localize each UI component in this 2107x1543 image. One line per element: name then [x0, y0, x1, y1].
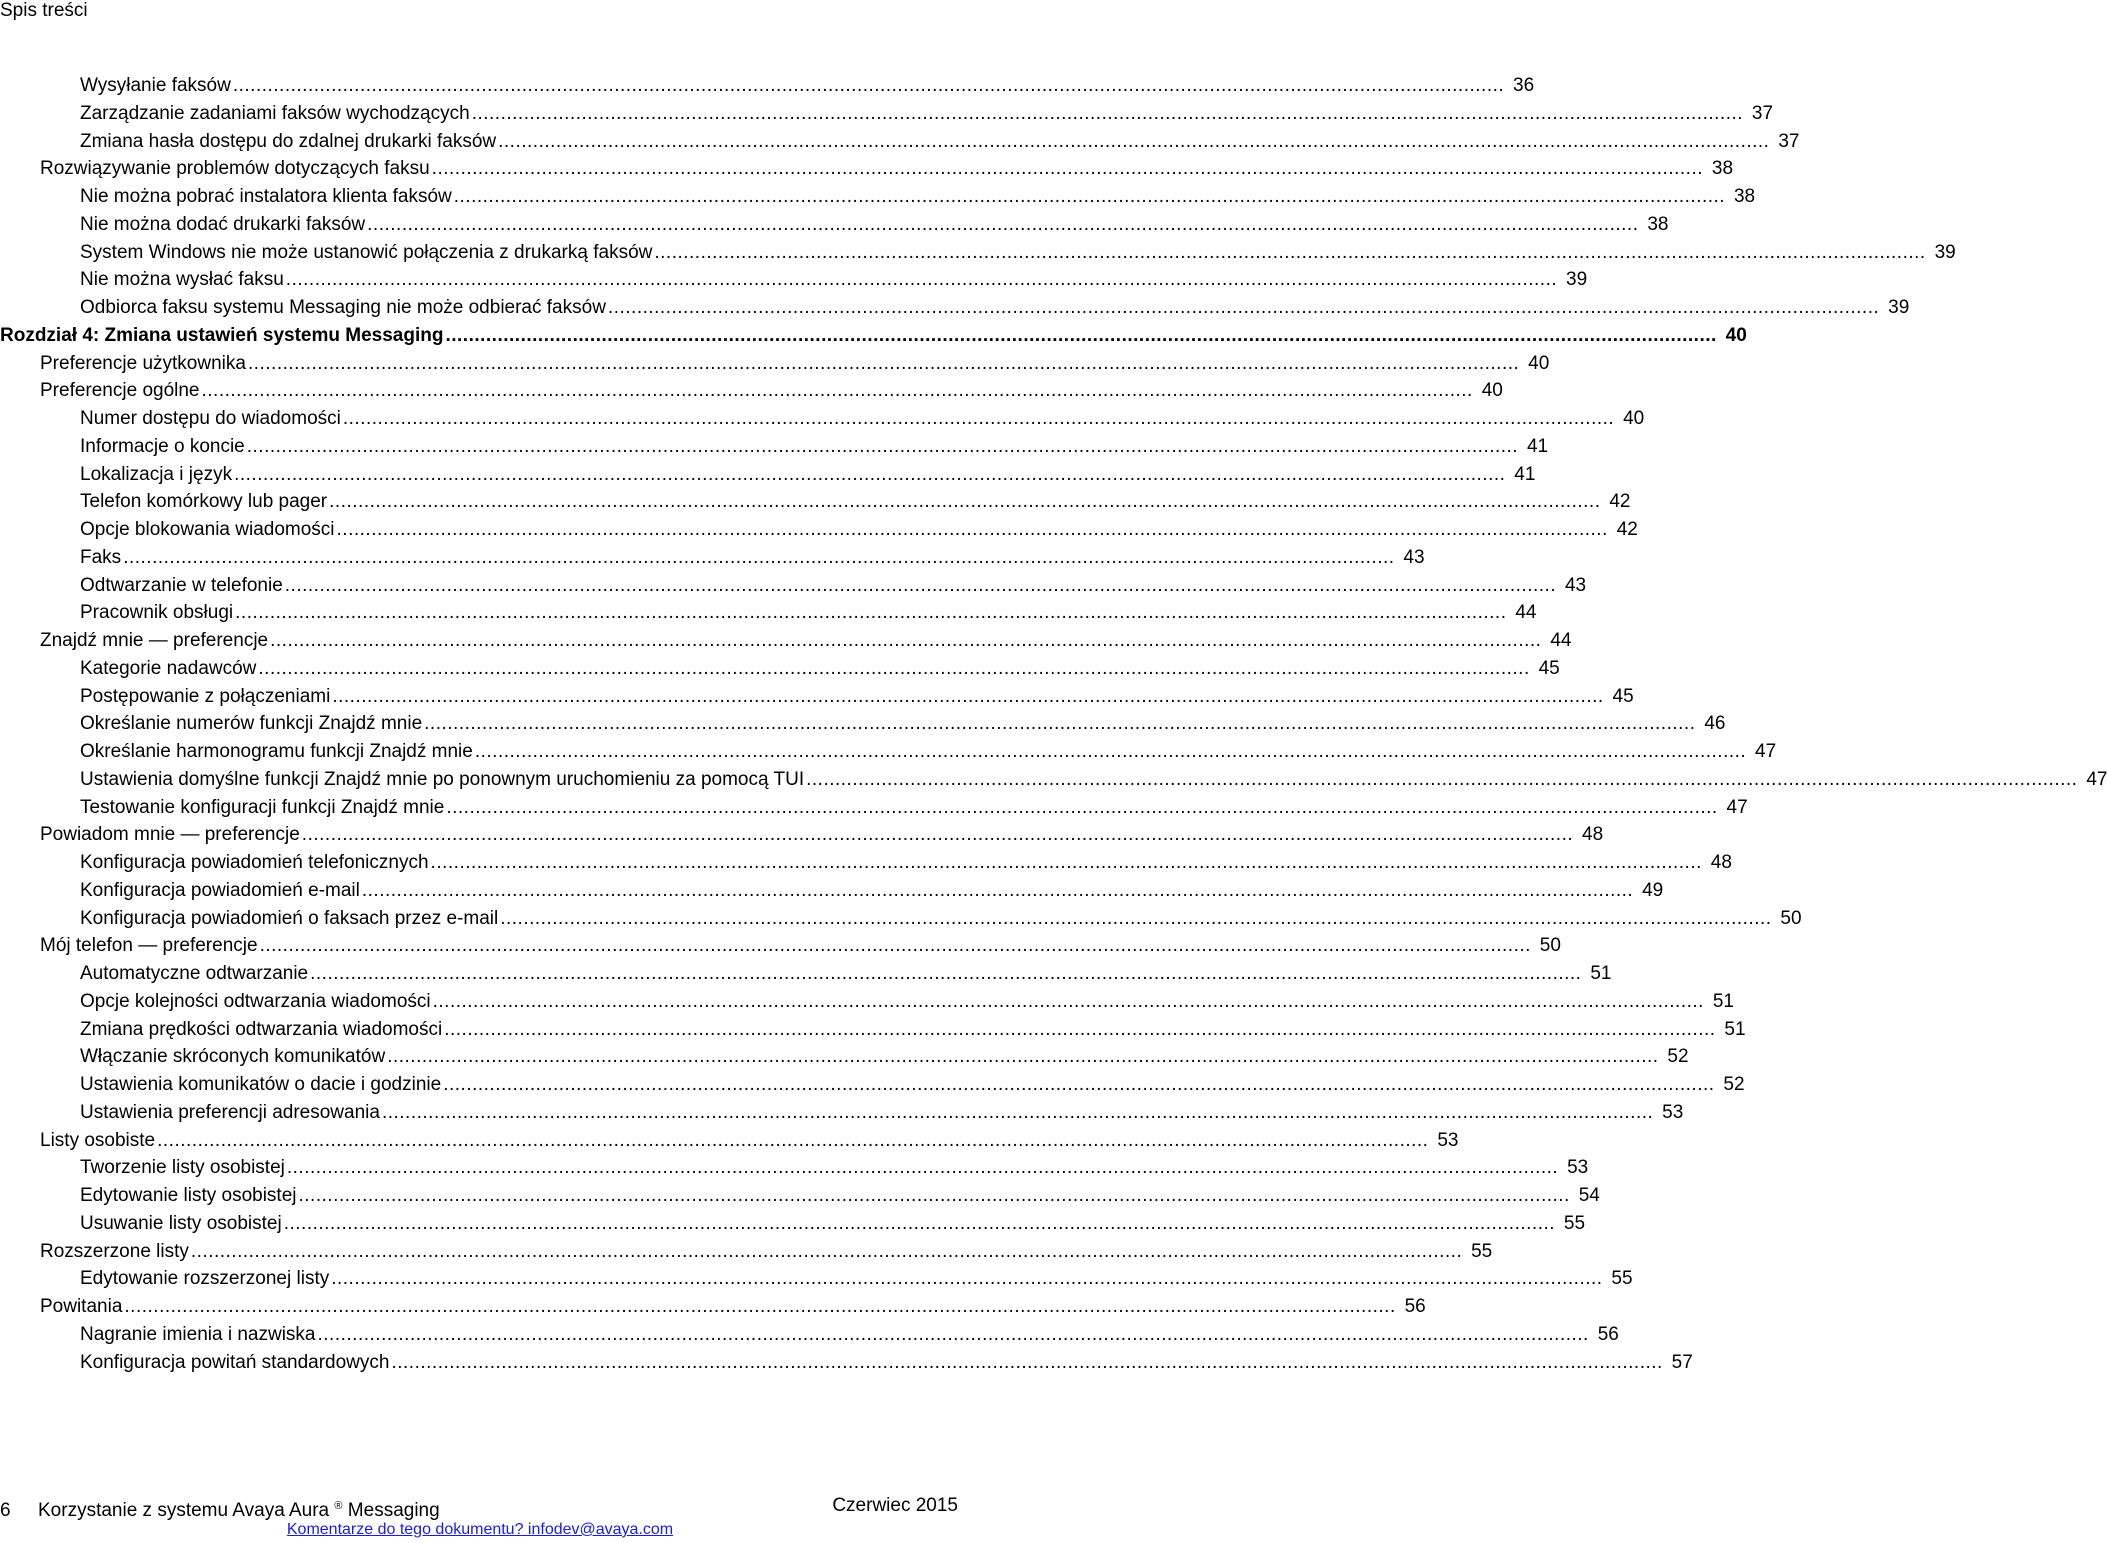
toc-dot-leader: ............................................................................................................................................................................................................................ [453, 186, 1726, 207]
toc-entry-page: 37 [1778, 131, 1800, 152]
toc-entry[interactable] [80, 1266, 1633, 1292]
toc-dot-leader: ............................................................................................................................................................................................................................ [445, 325, 1717, 346]
toc-entry-title: Znajdź mnie — preferencje [40, 630, 269, 651]
toc-entry-title: Ustawienia preferencji adresowania [80, 1102, 380, 1123]
toc-entry-title: System Windows nie może ustanowić połączenia z drukarką faksów [80, 242, 653, 263]
page-header: Spis treści [0, 0, 88, 21]
toc-dot-leader: ............................................................................................................................................................................................................................ [387, 1046, 1659, 1067]
toc-entry-page: 38 [1647, 214, 1669, 235]
toc-entry[interactable] [40, 1294, 1426, 1320]
toc-entry-title: Informacje o koncie [80, 436, 245, 457]
toc-entry-title: Zmiana prędkości odtwarzania wiadomości [80, 1019, 443, 1040]
toc-entry-title: Tworzenie listy osobistej [80, 1157, 285, 1178]
toc-dot-leader: ............................................................................................................................................................................................................................ [342, 408, 1615, 429]
toc-entry-title: Nagranie imienia i nazwiska [80, 1324, 316, 1345]
toc-entry-title: Odbiorca faksu systemu Messaging nie może odbierać faksów [80, 297, 606, 318]
toc-entry[interactable] [80, 1322, 1619, 1348]
toc-entry-page: 41 [1526, 436, 1549, 457]
toc-entry-page: 37 [1751, 103, 1774, 124]
toc-dot-leader: ............................................................................................................................................................................................................................ [500, 908, 1772, 929]
toc-entry-title: Listy osobiste [40, 1130, 156, 1151]
toc-dot-leader: ............................................................................................................................................................................................................................ [607, 297, 1880, 318]
toc-dot-leader: ............................................................................................................................................................................................................................ [259, 935, 1531, 956]
toc-dot-leader: ............................................................................................................................................................................................................................ [361, 880, 1634, 901]
toc-entry-page: 40 [1481, 380, 1503, 401]
toc-entry[interactable] [80, 1100, 1684, 1126]
footer-document-info [0, 1494, 440, 1523]
feedback-link[interactable]: Komentarze do tego dokumentu? infodev@avaya.com [286, 1521, 674, 1538]
toc-entry-title: Rozszerzone listy [40, 1241, 189, 1262]
toc-dot-leader: ............................................................................................................................................................................................................................ [317, 1324, 1589, 1345]
toc-entry-page: 48 [1582, 824, 1604, 845]
toc-entry[interactable] [40, 351, 1550, 377]
toc-dot-leader: ............................................................................................................................................................................................................................ [446, 797, 1718, 818]
toc-entry-title: Automatyczne odtwarzanie [80, 963, 309, 984]
toc-entry-page: 38 [1711, 158, 1734, 179]
toc-entry-page: 52 [1667, 1046, 1689, 1067]
toc-entry-page: 43 [1564, 575, 1587, 596]
toc-dot-leader: ............................................................................................................................................................................................................................ [471, 103, 1744, 124]
toc-entry-page: 47 [2086, 769, 2107, 790]
toc-entry-page: 50 [1539, 935, 1561, 956]
toc-entry[interactable] [80, 295, 1910, 321]
toc-entry[interactable] [80, 711, 1726, 737]
toc-dot-leader: ............................................................................................................................................................................................................................ [443, 1074, 1715, 1095]
toc-entry-title: Powitania [40, 1296, 123, 1317]
toc-entry-page: 40 [1623, 408, 1645, 429]
toc-dot-leader: ............................................................................................................................................................................................................................ [284, 575, 1557, 596]
toc-entry-title: Nie można wysłać faksu [80, 269, 284, 290]
toc-entry[interactable] [80, 406, 1645, 432]
toc-entry-page: 45 [1612, 686, 1634, 707]
toc-entry-page: 36 [1513, 75, 1535, 96]
toc-dot-leader: ............................................................................................................................................................................................................................ [270, 630, 1542, 651]
toc-entry-title: Pracownik obsługi [80, 602, 234, 623]
toc-entry-page: 57 [1671, 1352, 1693, 1373]
toc-dot-leader: ............................................................................................................................................................................................................................ [424, 713, 1696, 734]
toc-entry-page: 44 [1550, 630, 1572, 651]
footer-doc-title: Korzystanie z systemu Avaya Aura [38, 1500, 330, 1521]
toc-entry[interactable] [80, 434, 1549, 460]
toc-dot-leader: ............................................................................................................................................................................................................................ [329, 491, 1601, 512]
toc-dot-leader: ............................................................................................................................................................................................................................ [444, 1019, 1716, 1040]
toc-entry[interactable] [80, 184, 1756, 210]
footer-date: Czerwiec 2015 [832, 1495, 958, 1516]
toc-entry-title: Włączanie skróconych komunikatów [80, 1046, 386, 1067]
toc-entry-title: Określanie harmonogramu funkcji Znajdź mnie [80, 741, 473, 762]
toc-dot-leader: ............................................................................................................................................................................................................................ [283, 1213, 1556, 1234]
toc-dot-leader: ............................................................................................................................................................................................................................ [285, 269, 1558, 290]
toc-entry[interactable] [40, 933, 1561, 959]
toc-entry-page: 48 [1710, 852, 1732, 873]
toc-entry[interactable] [80, 267, 1588, 293]
toc-entry[interactable] [0, 323, 1747, 349]
toc-entry[interactable] [80, 684, 1634, 710]
toc-dot-leader: ............................................................................................................................................................................................................................ [331, 1268, 1603, 1289]
toc-entry-title: Zmiana hasła dostępu do zdalnej drukarki faksów [80, 131, 497, 152]
toc-dot-leader: ............................................................................................................................................................................................................................ [234, 464, 1506, 485]
toc-entry[interactable] [80, 1072, 1745, 1098]
toc-dot-leader: ............................................................................................................................................................................................................................ [301, 824, 1574, 845]
toc-dot-leader: ............................................................................................................................................................................................................................ [391, 1352, 1663, 1373]
toc-dot-leader: ............................................................................................................................................................................................................................ [654, 242, 1926, 263]
toc-entry-title: Powiadom mnie — preferencje [40, 824, 300, 845]
footer-page-number: 6 [0, 1500, 11, 1521]
toc-entry[interactable] [80, 573, 1587, 599]
toc-entry-title: Odtwarzanie w telefonie [80, 575, 283, 596]
toc-entry[interactable] [40, 156, 1734, 182]
toc-entry-page: 40 [1528, 353, 1550, 374]
registered-mark: ® [334, 1500, 343, 1512]
toc-entry[interactable] [80, 212, 1669, 238]
toc-entry-page: 42 [1616, 519, 1638, 540]
toc-entry[interactable] [80, 1183, 1600, 1209]
toc-entry[interactable] [40, 378, 1503, 404]
toc-entry[interactable] [80, 73, 1535, 99]
toc-entry-page: 54 [1578, 1185, 1600, 1206]
footer-doc-title-suffix: Messaging [347, 1500, 440, 1521]
toc-dot-leader: ............................................................................................................................................................................................................................ [190, 1241, 1463, 1262]
toc-entry[interactable] [80, 1350, 1693, 1376]
toc-entry[interactable] [80, 101, 1774, 127]
toc-entry-page: 55 [1611, 1268, 1633, 1289]
toc-entry[interactable] [80, 517, 1638, 543]
toc-dot-leader: ............................................................................................................................................................................................................................ [431, 158, 1704, 179]
toc-entry-page: 50 [1780, 908, 1802, 929]
toc-entry-page: 42 [1609, 491, 1631, 512]
toc-entry-page: 43 [1403, 547, 1425, 568]
toc-entry[interactable] [80, 489, 1631, 515]
toc-dot-leader: ............................................................................................................................................................................................................................ [432, 991, 1704, 1012]
toc-entry-page: 53 [1662, 1102, 1684, 1123]
toc-entry-page: 47 [1755, 741, 1777, 762]
toc-entry-title: Nie można dodać drukarki faksów [80, 214, 366, 235]
toc-entry-title: Ustawienia domyślne funkcji Znajdź mnie po ponownym uruchomieniu za pomocą TUI [80, 769, 805, 790]
toc-entry-title: Preferencje ogólne [40, 380, 200, 401]
toc-entry-page: 56 [1404, 1296, 1426, 1317]
toc-entry[interactable] [40, 822, 1604, 848]
toc-dot-leader: ............................................................................................................................................................................................................................ [367, 214, 1639, 235]
toc-entry-title: Numer dostępu do wiadomości [80, 408, 341, 429]
footer-feedback [0, 1520, 960, 1540]
toc-dot-leader: ............................................................................................................................................................................................................................ [247, 353, 1520, 374]
toc-dot-leader: ............................................................................................................................................................................................................................ [201, 380, 1473, 401]
toc-entry-title: Edytowanie listy osobistej [80, 1185, 297, 1206]
toc-entry-page: 51 [1724, 1019, 1746, 1040]
toc-dot-leader: ............................................................................................................................................................................................................................ [430, 852, 1702, 873]
toc-entry-page: 56 [1597, 1324, 1619, 1345]
toc-entry[interactable] [80, 961, 1612, 987]
toc-dot-leader: ............................................................................................................................................................................................................................ [474, 741, 1747, 762]
toc-entry-page: 55 [1471, 1241, 1493, 1262]
toc-dot-leader: ............................................................................................................................................................................................................................ [336, 519, 1608, 540]
toc-dot-leader: ............................................................................................................................................................................................................................ [258, 658, 1530, 679]
toc-entry[interactable] [80, 906, 1802, 932]
toc-entry-title: Opcje blokowania wiadomości [80, 519, 335, 540]
toc-entry-page: 49 [1642, 880, 1664, 901]
toc-entry[interactable] [80, 240, 1956, 266]
toc-entry-title: Lokalizacja i język [80, 464, 233, 485]
toc-dot-leader: ............................................................................................................................................................................................................................ [332, 686, 1604, 707]
toc-entry-title: Testowanie konfiguracji funkcji Znajdź mnie [80, 797, 445, 818]
toc-entry[interactable] [80, 545, 1425, 571]
toc-entry[interactable] [80, 850, 1732, 876]
toc-entry-title: Konfiguracja powiadomień telefonicznych [80, 852, 429, 873]
toc-entry-title: Telefon komórkowy lub pager [80, 491, 328, 512]
toc-dot-leader: ............................................................................................................................................................................................................................ [286, 1157, 1559, 1178]
toc-entry-page: 53 [1567, 1157, 1589, 1178]
toc-entry[interactable] [80, 767, 2107, 793]
toc-entry-title: Wysyłanie faksów [80, 75, 231, 96]
toc-entry-page: 51 [1712, 991, 1734, 1012]
toc-dot-leader: ............................................................................................................................................................................................................................ [235, 602, 1507, 623]
toc-dot-leader: ............................................................................................................................................................................................................................ [123, 547, 1395, 568]
toc-entry[interactable] [40, 1239, 1493, 1265]
toc-entry[interactable] [40, 1128, 1459, 1154]
toc-dot-leader: ............................................................................................................................................................................................................................ [806, 769, 2078, 790]
toc-entry-title: Konfiguracja powiadomień e-mail [80, 880, 360, 901]
toc-entry[interactable] [80, 795, 1748, 821]
toc-entry-page: 40 [1725, 325, 1747, 346]
toc-entry[interactable] [80, 1211, 1586, 1237]
toc-entry-title: Zarządzanie zadaniami faksów wychodzących [80, 103, 470, 124]
toc-dot-leader: ............................................................................................................................................................................................................................ [124, 1296, 1396, 1317]
toc-entry-page: 53 [1437, 1130, 1459, 1151]
toc-entry[interactable] [80, 1155, 1589, 1181]
toc-entry-title: Konfiguracja powiadomień o faksach przez e-mail [80, 908, 499, 929]
toc-entry[interactable] [80, 1044, 1689, 1070]
toc-entry-page: 39 [1934, 242, 1956, 263]
toc-entry-title: Nie można pobrać instalatora klienta faksów [80, 186, 452, 207]
toc-dot-leader: ............................................................................................................................................................................................................................ [246, 436, 1519, 457]
toc-entry[interactable] [80, 1017, 1746, 1043]
toc-entry-title: Faks [80, 547, 122, 568]
toc-entry[interactable] [80, 462, 1536, 488]
toc-entry[interactable] [80, 656, 1560, 682]
toc-entry[interactable] [80, 739, 1777, 765]
toc-entry[interactable] [40, 628, 1572, 654]
toc-entry-page: 47 [1726, 797, 1748, 818]
toc-entry-title: Usuwanie listy osobistej [80, 1213, 282, 1234]
toc-dot-leader: ............................................................................................................................................................................................................................ [498, 131, 1770, 152]
toc-entry-page: 45 [1538, 658, 1560, 679]
toc-entry[interactable] [80, 129, 1800, 155]
toc-entry-title: Ustawienia komunikatów o dacie i godzinie [80, 1074, 442, 1095]
toc-entry-title: Rozwiązywanie problemów dotyczących faksu [40, 158, 430, 179]
toc-dot-leader: ............................................................................................................................................................................................................................ [310, 963, 1582, 984]
toc-entry-page: 39 [1566, 269, 1588, 290]
toc-entry-page: 46 [1704, 713, 1726, 734]
toc-entry-title: Postępowanie z połączeniami [80, 686, 331, 707]
toc-entry-page: 51 [1590, 963, 1612, 984]
toc-entry-title: Edytowanie rozszerzonej listy [80, 1268, 330, 1289]
toc-entry-title: Mój telefon — preferencje [40, 935, 258, 956]
toc-entry-title: Rozdział 4: Zmiana ustawień systemu Messaging [0, 325, 444, 346]
toc-entry-page: 44 [1515, 602, 1537, 623]
toc-entry-title: Konfiguracja powitań standardowych [80, 1352, 390, 1373]
toc-dot-leader: ............................................................................................................................................................................................................................ [298, 1185, 1570, 1206]
toc-entry-title: Określanie numerów funkcji Znajdź mnie [80, 713, 423, 734]
toc-entry-page: 41 [1514, 464, 1536, 485]
toc-entry[interactable] [80, 878, 1664, 904]
toc-entry-page: 55 [1563, 1213, 1586, 1234]
toc-dot-leader: ............................................................................................................................................................................................................................ [232, 75, 1505, 96]
toc-entry-title: Kategorie nadawców [80, 658, 257, 679]
toc-entry[interactable] [80, 989, 1734, 1015]
toc-entry-title: Opcje kolejności odtwarzania wiadomości [80, 991, 431, 1012]
toc-entry-page: 52 [1723, 1074, 1745, 1095]
toc-entry-page: 39 [1888, 297, 1910, 318]
toc-entry-page: 38 [1733, 186, 1756, 207]
toc-entry-title: Preferencje użytkownika [40, 353, 246, 374]
toc-dot-leader: ............................................................................................................................................................................................................................ [381, 1102, 1654, 1123]
toc-entry[interactable] [80, 600, 1537, 626]
toc-dot-leader: ............................................................................................................................................................................................................................ [157, 1130, 1429, 1151]
